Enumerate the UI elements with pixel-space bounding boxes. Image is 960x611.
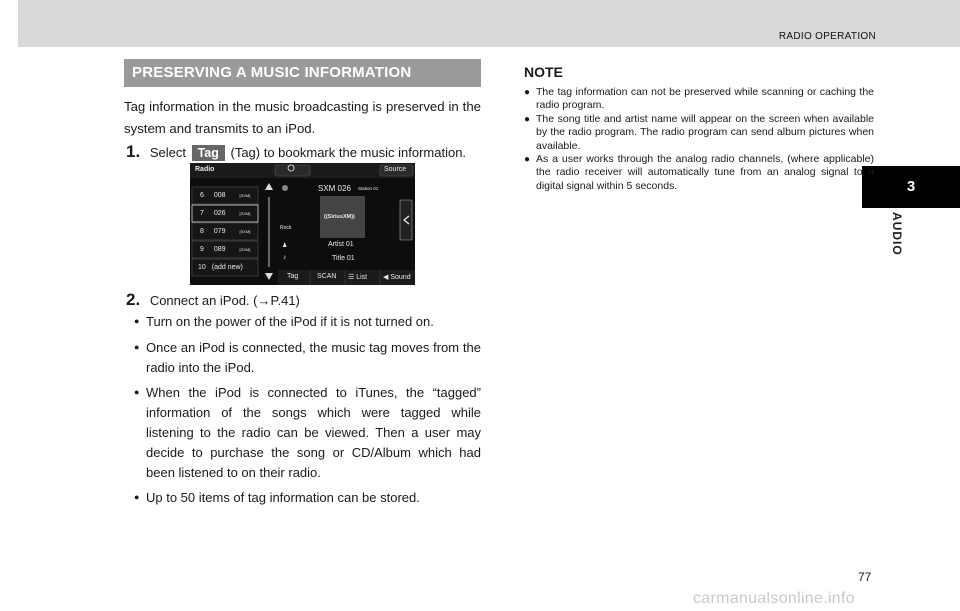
note-heading: NOTE: [524, 64, 563, 80]
artist-name: Artist 01: [328, 241, 354, 248]
screen-title: Radio: [195, 166, 215, 173]
preset-tag: [SXM]: [239, 193, 251, 198]
section-title: PRESERVING A MUSIC INFORMATION: [132, 64, 412, 81]
preset-tag: [SXM]: [239, 247, 251, 252]
preset-9[interactable]: [200, 246, 250, 253]
preset-number: 9: [200, 246, 204, 253]
list-item: ● Turn on the power of the iPod if it is not turned on.: [134, 312, 481, 332]
preset-number: 6: [200, 192, 204, 199]
step-2: [126, 290, 300, 310]
list-item: ● The tag information can not be preserved while scanning or caching the radio program.: [524, 86, 874, 113]
preset-7[interactable]: [200, 210, 250, 217]
song-title: Title 01: [332, 255, 355, 262]
preset-tag: [SXM]: [239, 211, 251, 216]
preset-channel: 089: [213, 246, 226, 253]
radio-screen-image: [190, 163, 415, 285]
preset-channel: 026: [213, 210, 226, 217]
genre-label: Rock: [280, 225, 292, 231]
page-number: 77: [858, 570, 872, 584]
step-1-suffix: (Tag) to bookmark the music information.: [230, 145, 467, 160]
station-name: Station 01: [358, 186, 379, 191]
step-2-bullets: [134, 312, 481, 514]
scan-button[interactable]: SCAN: [317, 273, 337, 280]
list-label: List: [356, 274, 368, 281]
channel-number: SXM 026: [318, 184, 351, 193]
list-item: ● As a user works through the analog radio channels, (where applicable) the radio receiver will automatically tune from an analog signal to a digital signal within 5 seconds.: [524, 153, 874, 193]
speaker-icon: ◀: [383, 274, 389, 281]
preset-10[interactable]: [198, 264, 243, 271]
preset-number: 7: [200, 210, 204, 217]
list-item: ● Once an iPod is connected, the music tag moves from the radio into the iPod.: [134, 338, 481, 378]
chapter-label-text: AUDIO: [890, 212, 904, 256]
preset-channel: (add new): [211, 264, 243, 271]
siriusxm-logo: ((SiriusXM)): [324, 214, 355, 220]
step-2-number: 2.: [126, 290, 141, 309]
list-icon: ☰: [348, 274, 355, 281]
chapter-number: 3: [906, 178, 916, 195]
source-button[interactable]: Source: [384, 166, 407, 173]
step-1-prefix: Select: [149, 145, 186, 160]
chapter-side-label: [890, 212, 904, 272]
preset-8[interactable]: [200, 228, 250, 235]
sound-button[interactable]: [383, 273, 411, 281]
music-note-icon: ♪: [283, 254, 287, 261]
step-1-number: 1.: [126, 142, 141, 161]
watermark: carmanualsonline.info: [693, 590, 855, 607]
preset-6[interactable]: [200, 192, 250, 199]
chapter-header: RADIO OPERATION: [778, 31, 876, 42]
intro-paragraph: Tag information in the music broadcasting is preserved in the system and transmits to an iPod.: [124, 99, 481, 136]
tag-button[interactable]: Tag: [287, 273, 299, 280]
note-list: [524, 86, 874, 193]
preset-channel: 008: [213, 192, 226, 199]
step-1: [126, 142, 466, 162]
artist-icon: ♟: [282, 243, 288, 249]
preset-number: 8: [200, 228, 204, 235]
section-title-bar: [124, 59, 481, 87]
sound-label: Sound: [390, 274, 411, 281]
preset-tag: [SXM]: [239, 229, 251, 234]
step-2-text: Connect an iPod. (→P.41): [149, 293, 300, 308]
preset-number: 10: [198, 264, 206, 271]
list-item: ● The song title and artist name will appear on the screen when available by the radio program. The radio program can send album pictures when available.: [524, 113, 874, 153]
chapter-tab[interactable]: [862, 166, 960, 208]
list-item: ● When the iPod is connected to iTunes, the “tagged” information of the songs which were tagged while listening to the radio can be viewed. Then a user may decide to purchase the song or CD/Album which had been listened to on their radio.: [134, 383, 481, 482]
tag-button-chip: Tag: [192, 145, 225, 161]
list-item: ● Up to 50 items of tag information can be stored.: [134, 488, 481, 508]
list-button[interactable]: [348, 273, 367, 281]
preset-channel: 079: [213, 228, 226, 235]
